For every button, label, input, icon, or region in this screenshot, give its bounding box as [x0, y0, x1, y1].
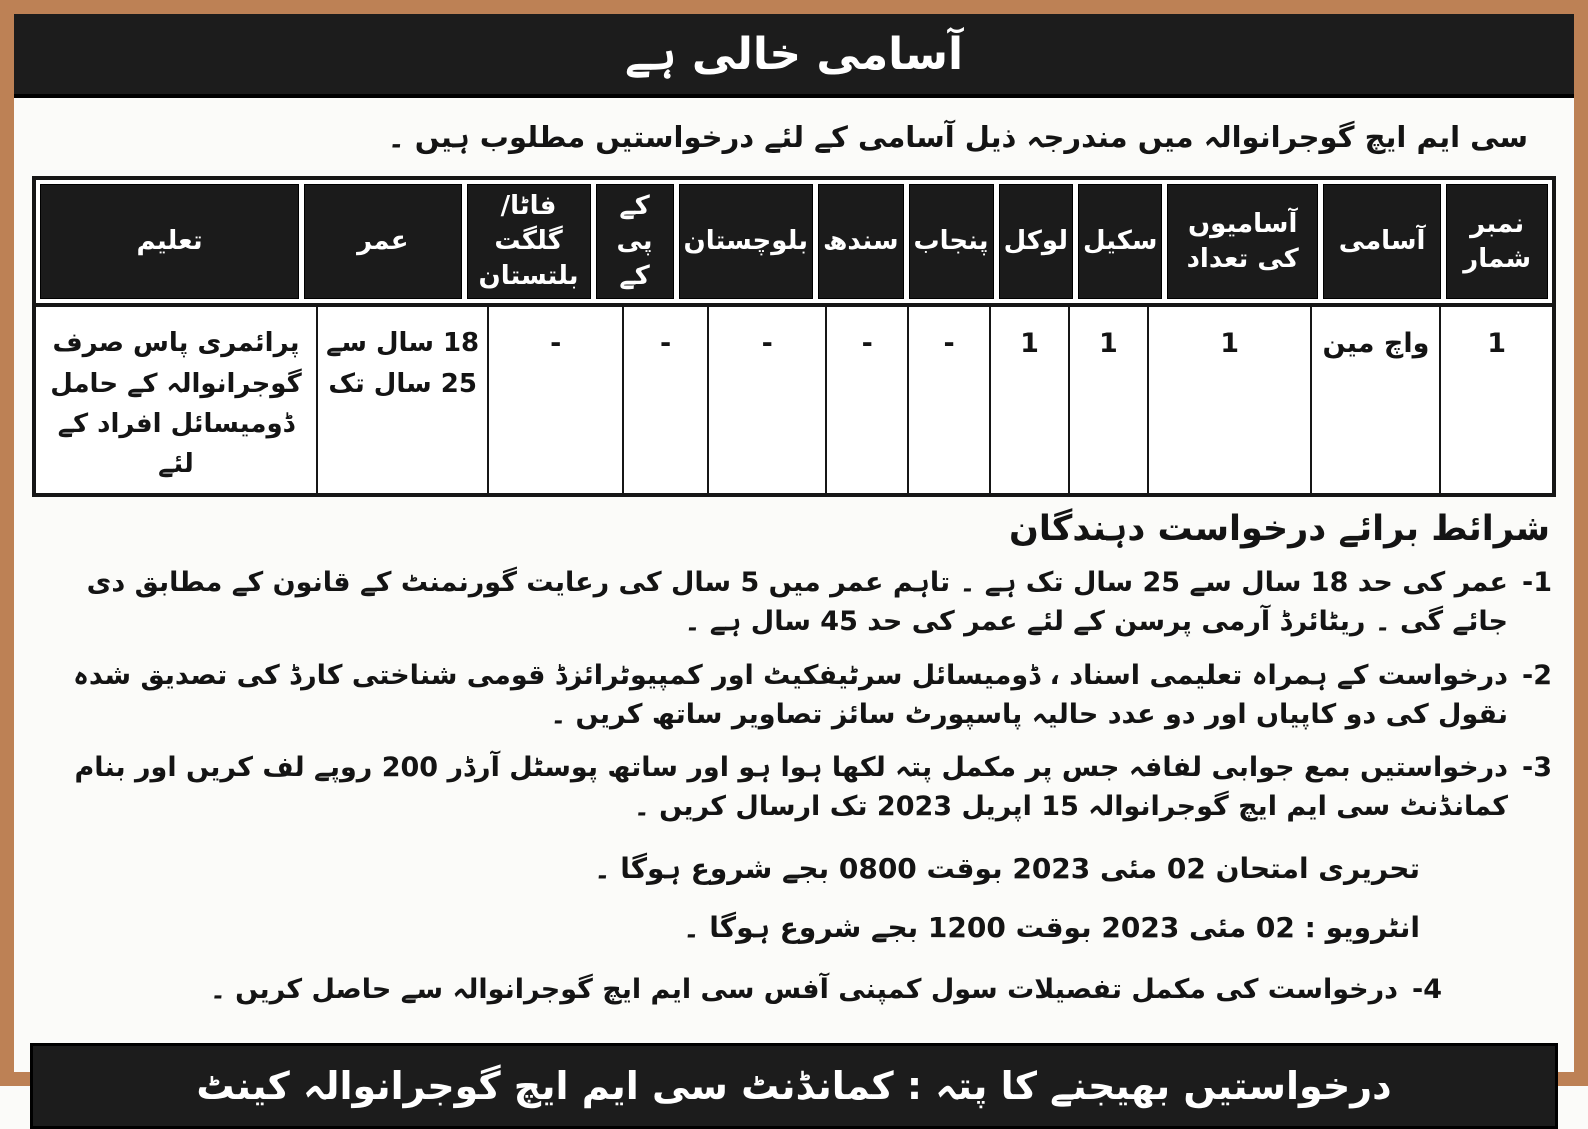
table-row — [36, 307, 1552, 493]
top-banner — [14, 14, 1574, 98]
intro-text: سی ایم ایچ گوجرانوالہ میں مندرجہ ذیل آسامی کے لئے درخواستیں مطلوب ہیں ۔ — [387, 120, 1528, 154]
col-post: آسامی — [1323, 184, 1441, 299]
cell-scale: 1 — [1070, 307, 1149, 493]
col-fata-gb: فاٹا/ گلگت بلتستان — [467, 184, 591, 299]
col-sindh: سندھ — [818, 184, 904, 299]
condition-item-3 — [36, 748, 1552, 826]
condition-item-2 — [36, 656, 1552, 734]
condition-text-4: درخواست کی مکمل تفصیلات سول کمپنی آفس سی ایم ایچ گوجرانوالہ سے حاصل کریں ۔ — [209, 974, 1398, 1006]
vacancy-table — [32, 176, 1556, 497]
col-scale: سکیل — [1078, 184, 1163, 299]
cell-sindh: - — [827, 307, 909, 493]
condition-item-1 — [36, 563, 1552, 641]
bottom-banner-text: درخواستیں بھیجنے کا پتہ : کمانڈنٹ سی ایم ایچ گوجرانوالہ کینٹ — [196, 1064, 1392, 1109]
condition-marker-1: 1- — [1521, 567, 1552, 599]
cell-fata-gb: - — [489, 307, 624, 493]
cell-local: 1 — [991, 307, 1070, 493]
col-number-of-posts: آسامیوں کی تعداد — [1167, 184, 1317, 299]
cell-punjab: - — [909, 307, 991, 493]
col-age: عمر — [304, 184, 461, 299]
col-serial-number: نمبر شمار — [1446, 184, 1548, 299]
condition-marker-2: 2- — [1521, 659, 1552, 691]
condition-text-2: درخواست کے ہمراہ تعلیمی اسناد ، ڈومیسائل سرٹیفکیٹ اور کمپیوٹرائزڈ قومی شناختی کارڈ کی تصدیق شدہ نقول کی دو کاپیاں اور دو عدد حالیہ پاسپورٹ سائز تصاویر ساتھ کریں ۔ — [73, 659, 1508, 730]
conditions-heading: شرائط برائے درخواست دہندگان — [1008, 509, 1550, 550]
col-punjab: پنجاب — [909, 184, 994, 299]
condition-marker-4: 4- — [1411, 974, 1442, 1006]
cell-number-of-posts: 1 — [1149, 307, 1313, 493]
condition-text-3: درخواستیں بمع جوابی لفافہ جس پر مکمل پتہ لکھا ہوا ہو اور ساتھ پوسٹل آرڈر 200 روپے لف کریں اور بنام کمانڈنٹ سی ایم ایچ گوجرانوالہ 15 اپریل 2023 تک ارسال کریں ۔ — [74, 751, 1508, 822]
col-education: تعلیم — [40, 184, 299, 299]
written-exam-line: تحریری امتحان 02 مئی 2023 بوقت 0800 بجے شروع ہوگا ۔ — [594, 852, 1420, 886]
condition-item-4 — [36, 970, 1442, 1009]
condition-text-1: عمر کی حد 18 سال سے 25 سال تک ہے ۔ تاہم عمر میں 5 سال کی رعایت گورنمنٹ کے قانون کے مطابق دی جائے گی ۔ ریٹائرڈ آرمی پرسن کے لئے عمر کی حد 45 سال ہے ۔ — [86, 567, 1508, 638]
cell-kpk: - — [624, 307, 709, 493]
conditions-list — [36, 563, 1552, 1009]
cell-serial-number: 1 — [1487, 328, 1507, 360]
top-banner-title: آسامی خالی ہے — [624, 28, 964, 80]
cell-age: 18 سال سے 25 سال تک — [318, 307, 489, 493]
cell-education: پرائمری پاس صرف گوجرانوالہ کے حامل ڈومیسائل افراد کے لئے — [36, 307, 318, 493]
interview-line: انٹرویو : 02 مئی 2023 بوقت 1200 بجے شروع ہوگا ۔ — [683, 911, 1420, 945]
cell-post: واچ مین — [1312, 307, 1441, 493]
cell-balochistan: - — [709, 307, 827, 493]
bottom-banner — [30, 1043, 1558, 1129]
vacancy-table-header — [36, 180, 1552, 307]
condition-marker-3: 3- — [1521, 751, 1552, 783]
col-balochistan: بلوچستان — [679, 184, 813, 299]
col-local: لوکل — [999, 184, 1073, 299]
col-kpk: کے پی کے — [596, 184, 674, 299]
